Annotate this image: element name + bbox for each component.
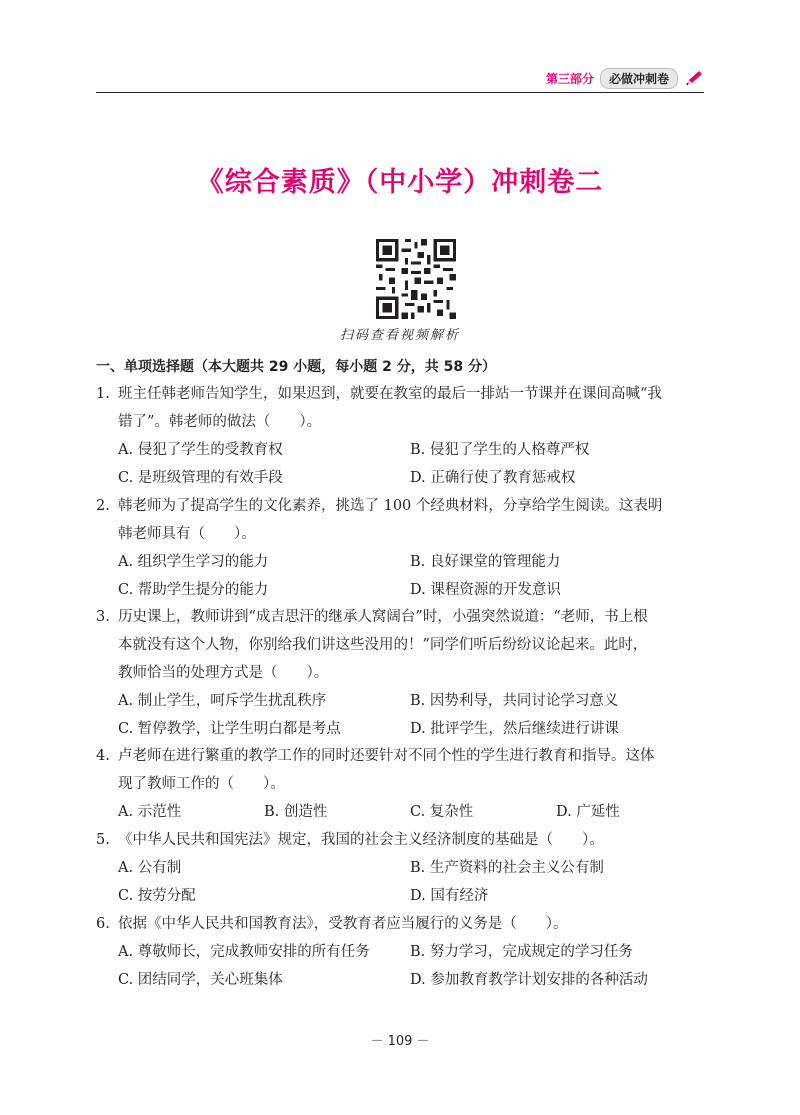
page-title: 《综合素质》（中小学）冲刺卷二	[196, 167, 604, 198]
option-a: A. 尊敬师长，完成教师安排的所有任务	[118, 944, 370, 960]
question-text: 班主任韩老师告知学生，如果迟到，就要在教室的最后一排站一节课并在课间高喊“我	[118, 386, 662, 402]
section-pill: 必做冲刺卷	[600, 68, 678, 89]
option-b: B. 生产资料的社会主义公有制	[410, 860, 604, 876]
option-d: D. 课程资源的开发意识	[410, 582, 561, 598]
option-row	[96, 882, 706, 910]
question-stem-line	[96, 910, 706, 938]
question-text: 历史课上，教师讲到“成吉思汗的继承人窝阔台”时，小强突然说道：“老师，书上根	[118, 609, 648, 625]
option-c: C. 按劳分配	[118, 888, 196, 904]
option-row	[96, 548, 706, 576]
option-a: A. 组织学生学习的能力	[118, 554, 269, 570]
question-text: 依据《中华人民共和国教育法》，受教育者应当履行的义务是（ ）。	[118, 916, 568, 932]
option-b: B. 创造性	[264, 804, 328, 820]
option-row	[96, 938, 706, 966]
question-number: 1.	[96, 386, 110, 402]
option-row	[96, 715, 706, 743]
option-d: D. 批评学生，然后继续进行讲课	[410, 721, 619, 737]
question-text: 韩老师为了提高学生的文化素养，挑选了 100 个经典材料，分享给学生阅读。这表明	[118, 498, 663, 514]
question-number: 6.	[96, 916, 110, 932]
question-text: 《中华人民共和国宪法》规定，我国的社会主义经济制度的基础是（ ）。	[118, 832, 604, 848]
option-row	[96, 966, 706, 994]
question-5	[96, 826, 706, 910]
question-stem-line	[96, 380, 706, 408]
option-d: D. 国有经济	[410, 888, 489, 904]
option-a: A. 示范性	[118, 804, 182, 820]
option-c: C. 团结同学，关心班集体	[118, 972, 283, 988]
question-stem-line	[96, 742, 706, 770]
pencil-icon	[684, 70, 704, 88]
option-a: A. 公有制	[118, 860, 182, 876]
question-3	[96, 603, 706, 743]
option-b: B. 良好课堂的管理能力	[410, 554, 561, 570]
option-a: A. 侵犯了学生的受教育权	[118, 442, 283, 458]
option-row	[96, 687, 706, 715]
option-row	[96, 576, 706, 604]
qr-caption: 扫码查看视频解析	[339, 328, 460, 343]
header-labels	[546, 68, 704, 89]
option-b: B. 因势利导，共同讨论学习意义	[410, 693, 619, 709]
question-stem-line	[96, 826, 706, 854]
question-stem-line: 本就没有这个人物，你别给我们讲这些没用的！”同学们听后纷纷议论起来。此时，	[118, 637, 648, 653]
option-d: D. 正确行使了教育惩戒权	[410, 470, 576, 486]
option-row	[96, 798, 706, 826]
option-c: C. 暂停教学，让学生明白都是考点	[118, 721, 341, 737]
question-4	[96, 742, 706, 826]
part-label: 第三部分	[545, 72, 594, 86]
option-c: C. 帮助学生提分的能力	[118, 582, 269, 598]
question-number: 5.	[96, 832, 110, 848]
option-d: D. 广延性	[556, 804, 620, 820]
question-text: 卢老师在进行繁重的教学工作的同时还要针对不同个性的学生进行教育和指导。这体	[118, 748, 655, 764]
option-row	[96, 464, 706, 492]
qr-code-icon	[376, 239, 456, 319]
question-number: 2.	[96, 498, 110, 514]
option-row	[96, 436, 706, 464]
page-header	[96, 66, 704, 93]
question-number: 3.	[96, 609, 110, 625]
question-6	[96, 910, 706, 994]
question-number: 4.	[96, 748, 110, 764]
option-c: C. 复杂性	[410, 804, 474, 820]
question-2	[96, 492, 706, 604]
option-row	[96, 854, 706, 882]
question-stem-line	[96, 603, 706, 631]
question-stem-line: 现了教师工作的（ ）。	[118, 776, 285, 792]
option-b: B. 侵犯了学生的人格尊严权	[410, 442, 590, 458]
question-stem-line: 韩老师具有（ ）。	[118, 526, 256, 542]
question-stem-line: 错了”。韩老师的做法（ ）。	[118, 414, 322, 430]
option-b: B. 努力学习，完成规定的学习任务	[410, 944, 633, 960]
question-stem-line: 教师恰当的处理方式是（ ）。	[118, 665, 329, 681]
page-number: － 109 －	[370, 1034, 430, 1049]
question-stem-line	[96, 492, 706, 520]
option-d: D. 参加教育教学计划安排的各种活动	[410, 972, 648, 988]
option-a: A. 制止学生，呵斥学生扰乱秩序	[118, 693, 327, 709]
option-c: C. 是班级管理的有效手段	[118, 470, 283, 486]
section-title: 一、单项选择题（本大题共 29 小题，每小题 2 分，共 58 分）	[96, 359, 496, 375]
question-1	[96, 380, 706, 492]
